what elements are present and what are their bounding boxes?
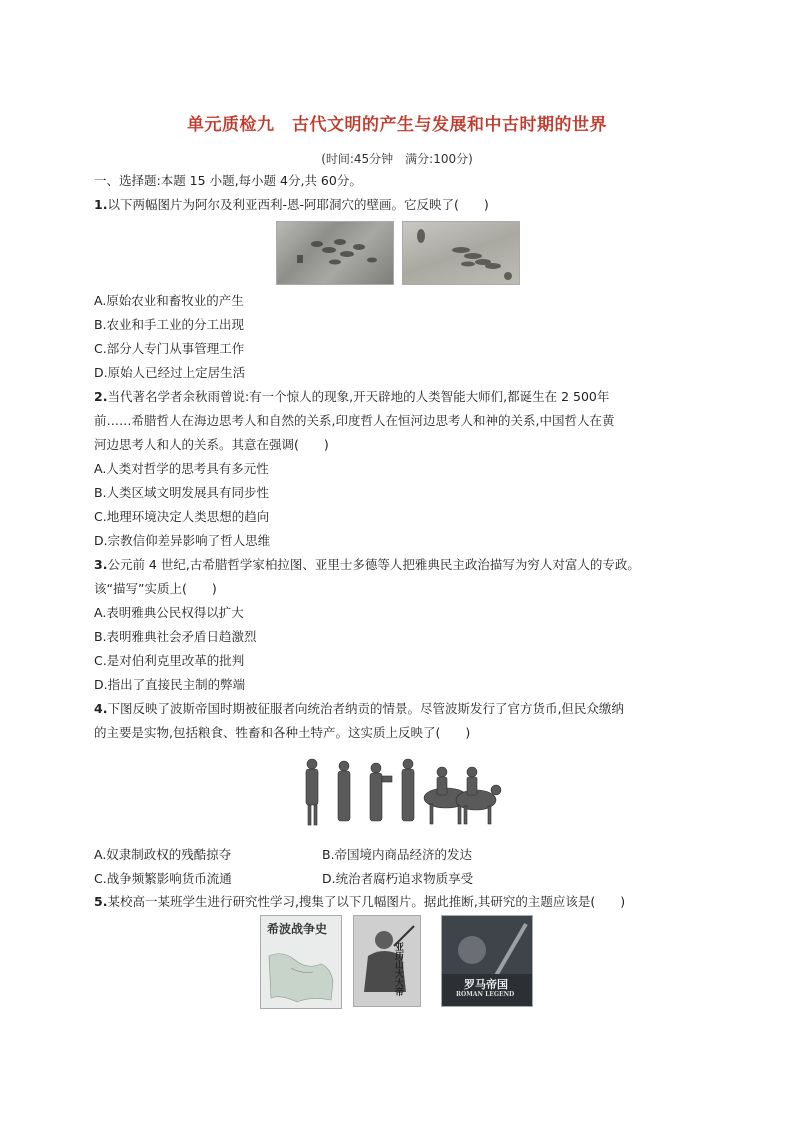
book-cover-greco-persian-wars <box>260 915 342 1009</box>
q4-stem-line-2: 的主要是实物,包括粮食、牲畜和各种土特产。这实质上反映了( ) <box>94 725 471 740</box>
q3-stem-line-2: 该“描写”实质上( ) <box>94 581 217 596</box>
q2-option-a: A.人类对哲学的思考具有多元性 <box>94 461 269 476</box>
q3-option-d: D.指出了直接民主制的弊端 <box>94 677 246 692</box>
q2-stem-line-3: 河边思考人和人的关系。其意在强调( ) <box>94 437 329 452</box>
stem-line: 某校高一某班学生进行研究性学习,搜集了以下几幅图片。据此推断,其研究的主题应该是( ) <box>107 894 626 909</box>
q3-option-a: A.表明雅典公民权得以扩大 <box>94 605 244 620</box>
book-title-3: 罗马帝国 <box>464 978 508 991</box>
q4-option-b: B.帝国境内商品经济的发达 <box>322 847 473 862</box>
page-title: 单元质检九 古代文明的产生与发展和中古时期的世界 <box>187 115 607 135</box>
stem-line: 公元前 4 世纪,古希腊哲学家柏拉图、亚里士多德等人把雅典民主政治描写为穷人对富人的专政。 <box>107 557 640 572</box>
stem-line: 以下两幅图片为阿尔及利亚西利-恩-阿耶洞穴的壁画。它反映了( ) <box>107 197 489 212</box>
question-3-stem <box>94 556 640 574</box>
q1-option-a: A.原始农业和畜牧业的产生 <box>94 293 244 308</box>
q3-option-b: B.表明雅典社会矛盾日趋激烈 <box>94 629 257 644</box>
section-heading: 一、选择题:本题 15 小题,每小题 4分,共 60分。 <box>94 173 362 188</box>
question-2-stem <box>94 388 609 406</box>
cave-painting-image-2 <box>402 221 520 285</box>
cave-figures-left <box>277 222 393 284</box>
q2-option-d: D.宗教信仰差异影响了哲人思维 <box>94 533 271 548</box>
exam-info: (时间:45分钟 满分:100分) <box>321 152 473 166</box>
stem-line: 下图反映了波斯帝国时期被征服者向统治者纳贡的情景。尽管波斯发行了官方货币,但民众缴纳 <box>107 701 624 716</box>
question-number: 5. <box>94 894 108 909</box>
book-title-1: 希波战争史 <box>267 922 328 936</box>
book-title-2: 亚历山大大帝 <box>393 942 403 996</box>
question-1-stem <box>94 196 489 214</box>
book-cover-alexander <box>353 915 421 1007</box>
persian-tribute-relief-image <box>296 754 502 832</box>
q2-stem-line-2: 前……希腊哲人在海边思考人和自然的关系,印度哲人在恒河边思考人和神的关系,中国哲人在黄 <box>94 413 615 428</box>
tribute-bearers-figures <box>296 754 502 832</box>
question-number: 2. <box>94 389 108 404</box>
cave-painting-image-1 <box>276 221 394 285</box>
q4-option-c: C.战争频繁影响货币流通 <box>94 871 232 886</box>
warrior-illustration <box>354 916 420 1006</box>
question-5-stem <box>94 893 625 911</box>
book-subtitle-3: ROMAN LEGEND <box>456 991 515 998</box>
q2-option-b: B.人类区域文明发展具有同步性 <box>94 485 270 500</box>
q1-option-b: B.农业和手工业的分工出现 <box>94 317 245 332</box>
question-number: 1. <box>94 197 108 212</box>
question-4-stem <box>94 700 624 718</box>
q2-option-c: C.地理环境决定人类思想的趋向 <box>94 509 270 524</box>
q1-option-c: C.部分人专门从事管理工作 <box>94 341 245 356</box>
q1-option-d: D.原始人已经过上定居生活 <box>94 365 246 380</box>
stem-line: 当代著名学者余秋雨曾说:有一个惊人的现象,开天辟地的人类智能大师们,都诞生在 2 500年 <box>107 389 610 404</box>
q3-option-c: C.是对伯利克里改革的批判 <box>94 653 245 668</box>
cave-figures-right <box>403 222 519 284</box>
question-number: 3. <box>94 557 108 572</box>
book-cover-roman-empire <box>441 915 533 1007</box>
q4-option-d: D.统治者腐朽追求物质享受 <box>322 871 474 886</box>
map-illustration <box>261 916 341 1008</box>
question-number: 4. <box>94 701 108 716</box>
q4-option-a: A.奴隶制政权的残酷掠夺 <box>94 847 232 862</box>
